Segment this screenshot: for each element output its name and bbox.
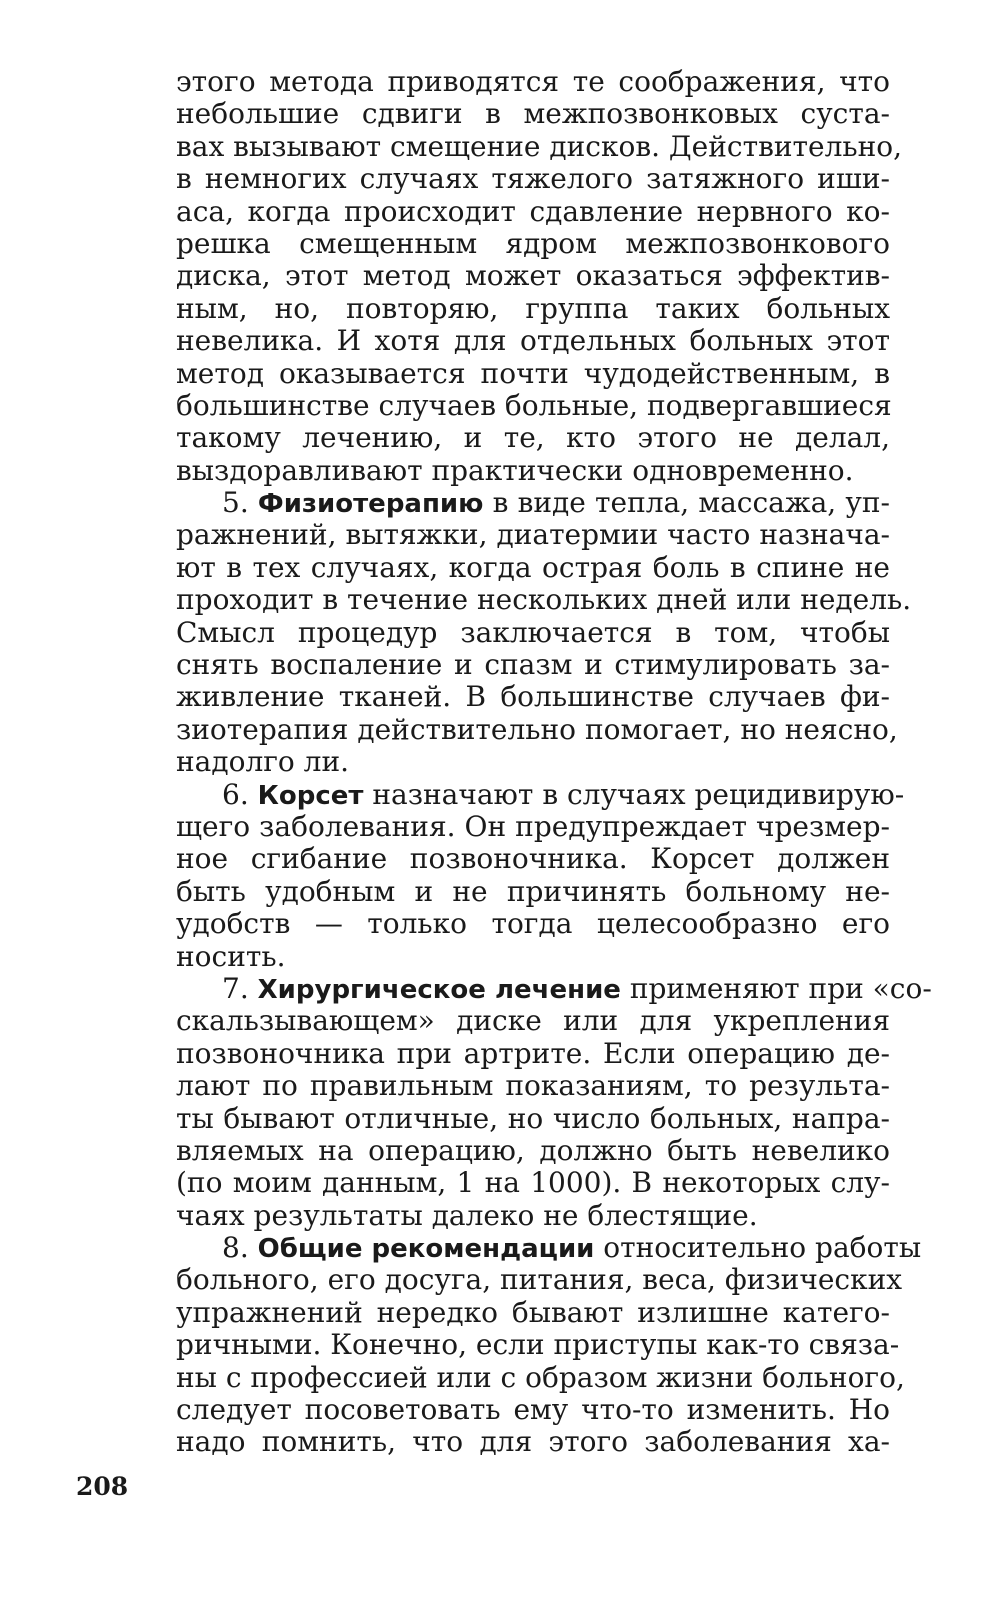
text-line [176, 98, 890, 130]
bold-term: Хирургическое лечение [257, 974, 621, 1005]
text-line [176, 1297, 890, 1329]
text-run: 7. [222, 971, 258, 1005]
text-run: ным, но, повторяю, группа таких больных [176, 291, 890, 325]
text-run: в виде тепла, массажа, уп- [483, 486, 890, 520]
text-run: метод оказывается почти чудодейственным, в [176, 356, 890, 390]
text-line [176, 908, 890, 940]
text-line [176, 1103, 890, 1135]
text-line [176, 1135, 890, 1167]
text-run: назначают в случаях рецидивирую- [363, 777, 905, 811]
text-line [176, 1005, 890, 1037]
text-run: больного, его досуга, питания, веса, физических [176, 1263, 903, 1297]
text-line [176, 455, 890, 487]
text-run: выздоравливают практически одновременно. [176, 453, 854, 487]
text-run: ное сгибание позвоночника. Корсет должен [176, 842, 890, 876]
text-line [176, 1328, 900, 1362]
text-line [176, 228, 890, 260]
text-run: щего заболевания. Он предупреждает чрезмер- [176, 809, 890, 843]
bold-term: Корсет [257, 780, 364, 811]
bold-term: Общие рекомендации [257, 1234, 595, 1265]
text-run: быть удобным и не причинять больному не- [176, 874, 890, 908]
text-run: ты бывают отличные, но число больных, напра- [176, 1101, 890, 1135]
text-line [176, 1263, 903, 1297]
text-line [176, 552, 890, 584]
text-line [176, 681, 890, 713]
text-run: невелика. И хотя для отдельных больных этот [176, 324, 890, 358]
text-line [176, 163, 890, 195]
text-run: живление тканей. В большинстве случаев фи- [176, 680, 890, 714]
text-run: лают по правильным показаниям, то результа- [176, 1069, 890, 1103]
text-line [176, 1167, 890, 1199]
text-run: упражнений нередко бывают излишне катего- [176, 1295, 890, 1329]
text-run: позвоночника при артрите. Если операцию де- [176, 1036, 890, 1070]
bold-term: Физиотерапию [257, 489, 484, 520]
text-run: такому лечению, и те, кто этого не делал, [176, 421, 890, 455]
text-line [176, 260, 890, 292]
text-line [176, 325, 890, 357]
text-run: решка смещенным ядром межпозвонкового [176, 226, 890, 260]
text-line [176, 746, 890, 778]
body-text [176, 65, 932, 1459]
text-line [176, 1038, 890, 1070]
text-run: (по моим данным, 1 на 1000). В некоторых слу- [176, 1166, 890, 1200]
text-line [176, 129, 903, 163]
text-line [176, 649, 890, 681]
text-line [176, 712, 898, 746]
text-run: диска, этот метод может оказаться эффектив- [176, 259, 890, 293]
text-line [176, 1200, 890, 1232]
text-run: зиотерапия действительно помогает, но неясно, [176, 712, 898, 746]
text-line [176, 66, 890, 98]
text-line [176, 617, 890, 649]
text-line [176, 1231, 922, 1265]
text-run: 5. [222, 486, 258, 520]
text-run: аса, когда происходит сдавление нервного ко- [176, 194, 890, 228]
text-line [176, 843, 890, 875]
text-line [176, 293, 890, 325]
text-run: вляемых на операцию, должно быть невелико [176, 1133, 890, 1167]
text-run: большинстве случаев больные, подвергавшиеся [176, 388, 892, 422]
text-run: 8. [222, 1231, 258, 1265]
text-line [176, 583, 912, 617]
text-line [176, 1360, 905, 1394]
text-line [176, 941, 890, 973]
text-run: ричными. Конечно, если приступы как-то связа- [176, 1328, 900, 1362]
text-run: ны с профессией или с образом жизни больного, [176, 1360, 905, 1394]
text-run: проходит в течение нескольких дней или недель. [176, 583, 912, 617]
text-line [176, 487, 890, 519]
text-line [176, 196, 890, 228]
text-run: снять воспаление и спазм и стимулировать за- [176, 648, 890, 682]
text-line [176, 422, 890, 454]
text-line [176, 390, 890, 422]
text-line [176, 1426, 890, 1458]
text-line [176, 971, 932, 1005]
text-line [176, 1394, 890, 1426]
text-line [176, 519, 890, 551]
text-run: следует посоветовать ему что-то изменить. Но [176, 1393, 890, 1427]
page-number: 208 [76, 1472, 129, 1501]
text-run: 6. [222, 777, 258, 811]
text-run: ражнений, вытяжки, диатермии часто назнача- [176, 518, 890, 552]
text-line [176, 777, 905, 811]
text-run: надо помнить, что для этого заболевания ха- [176, 1425, 890, 1459]
text-run: ют в тех случаях, когда острая боль в спине не [176, 550, 890, 584]
text-line [176, 811, 890, 843]
text-run: удобств — только тогда целесообразно его [176, 907, 890, 941]
text-run: Смысл процедур заключается в том, чтобы [176, 615, 890, 649]
text-line [176, 876, 890, 908]
text-run: этого метода приводятся те соображения, что [176, 65, 890, 98]
text-run: небольшие сдвиги в межпозвонковых суста- [176, 97, 890, 131]
text-run: скальзывающем» диске или для укрепления [176, 1004, 890, 1038]
text-run: вах вызывают смещение дисков. Действительно, [176, 129, 903, 163]
text-run: применяют при «со- [620, 971, 932, 1005]
text-run: чаях результаты далеко не блестящие. [176, 1198, 758, 1232]
text-line [176, 358, 890, 390]
text-run: в немногих случаях тяжелого затяжного иши- [176, 162, 890, 196]
text-run: относительно работы [594, 1231, 922, 1265]
text-run: носить. [176, 939, 286, 973]
text-run: надолго ли. [176, 745, 350, 779]
text-line [176, 1070, 890, 1102]
